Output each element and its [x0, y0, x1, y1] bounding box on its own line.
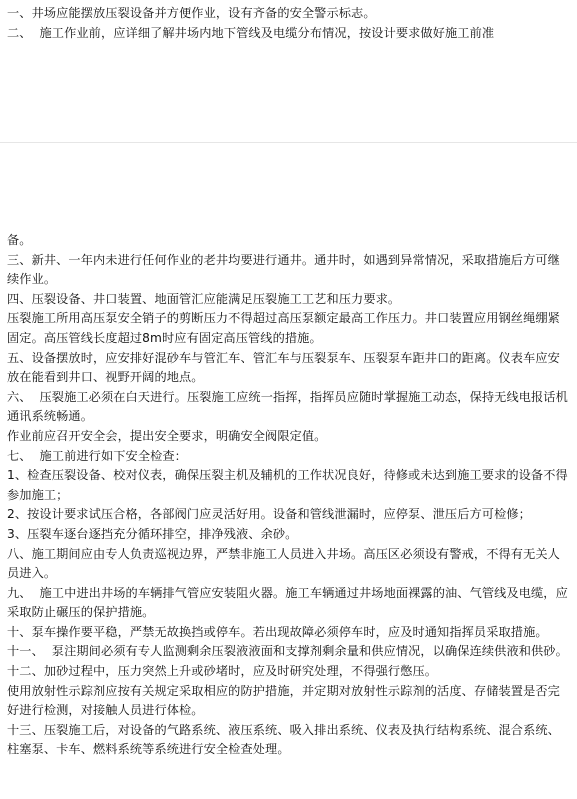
paragraph: 七、 施工前进行如下安全检查：: [7, 448, 187, 463]
paragraph: 三、新井、一年内未进行任何作业的老井均要进行通井。通井时，如遇到异常情况，采取措施后方可继续作业。: [7, 252, 560, 287]
paragraph: 使用放射性示踪剂应按有关规定采取相应的防护措施，并定期对放射性示踪剂的活度、存储装置是否完好进行检测，对接触人员进行体检。: [7, 683, 560, 718]
paragraph: 十、泵车操作要平稳，严禁无故换挡或停车。若出现故障必须停车时，应及时通知指挥员采取措施。: [7, 624, 548, 639]
paragraph: 2、按设计要求试压合格，各部阀门应灵活好用。设备和管线泄漏时，应停泵、泄压后方可检修；: [7, 507, 531, 522]
paragraph: 1、检查压裂设备、校对仪表，确保压裂主机及辅机的工作状况良好，待修或未达到施工要求的设备不得参加施工；: [7, 468, 568, 502]
text-line: 一、井场应能摆放压裂设备并方便作业，设有齐备的安全警示标志。: [7, 6, 376, 20]
paragraph: 十一、 泵注期间必须有专人监测剩余压裂液液面和支撑剂剩余量和供应情况，以确保连续供液和供砂。: [7, 644, 568, 659]
paragraph: 五、设备摆放时，应安排好混砂车与管汇车、管汇车与压裂泵车、压裂泵车距井口的距离。仪表车应安放在能看到井口、视野开阔的地点。: [7, 350, 560, 385]
paragraph: 六、 压裂施工必须在白天进行。压裂施工应统一指挥，指挥员应随时掌握施工动态，保持无线电报话机通讯系统畅通。: [7, 389, 568, 424]
paragraph: 3、压裂车逐台逐挡充分循环排空，排净残液、余砂。: [7, 526, 298, 541]
paragraph: 十二、加砂过程中，压力突然上升或砂堵时，应及时研究处理，不得强行憋压。: [7, 664, 438, 679]
text-line: 二、 施工作业前，应详细了解井场内地下管线及电缆分布情况，按设计要求做好施工前准: [7, 25, 495, 40]
paragraph: 八、施工期间应由专人负责巡视边界，严禁非施工人员进入井场。高压区必须设有警戒，不得有无关人员进入。: [7, 546, 560, 581]
paragraph: 九、 施工中进出井场的车辆排气管应安装阻火器。施工车辆通过井场地面裸露的油、气管线及电缆，应采取防止碾压的保护措施。: [7, 585, 568, 620]
paragraph: 压裂施工所用高压泵安全销子的剪断压力不得超过高压泵额定最高工作压力。井口装置应用钢丝绳绷紧固定。高压管线长度超过8m时应有固定高压管线的措施。: [7, 311, 560, 345]
paragraph: 作业前应召开安全会，提出安全要求，明确安全阀限定值。: [7, 428, 327, 443]
document-page-2-top: [0, 231, 577, 760]
paragraph: 十三、压裂施工后，对设备的气路系统、液压系统、吸入排出系统、仪表及执行结构系统、混合系统、柱塞泵、卡车、燃料系统等系统进行安全检查处理。: [7, 722, 560, 757]
document-page-1-bottom: [0, 4, 577, 43]
page-separator: [0, 142, 577, 143]
text-line: 备。: [7, 233, 32, 247]
paragraph: 四、压裂设备、井口装置、地面管汇应能满足压裂施工工艺和压力要求。: [7, 291, 401, 306]
